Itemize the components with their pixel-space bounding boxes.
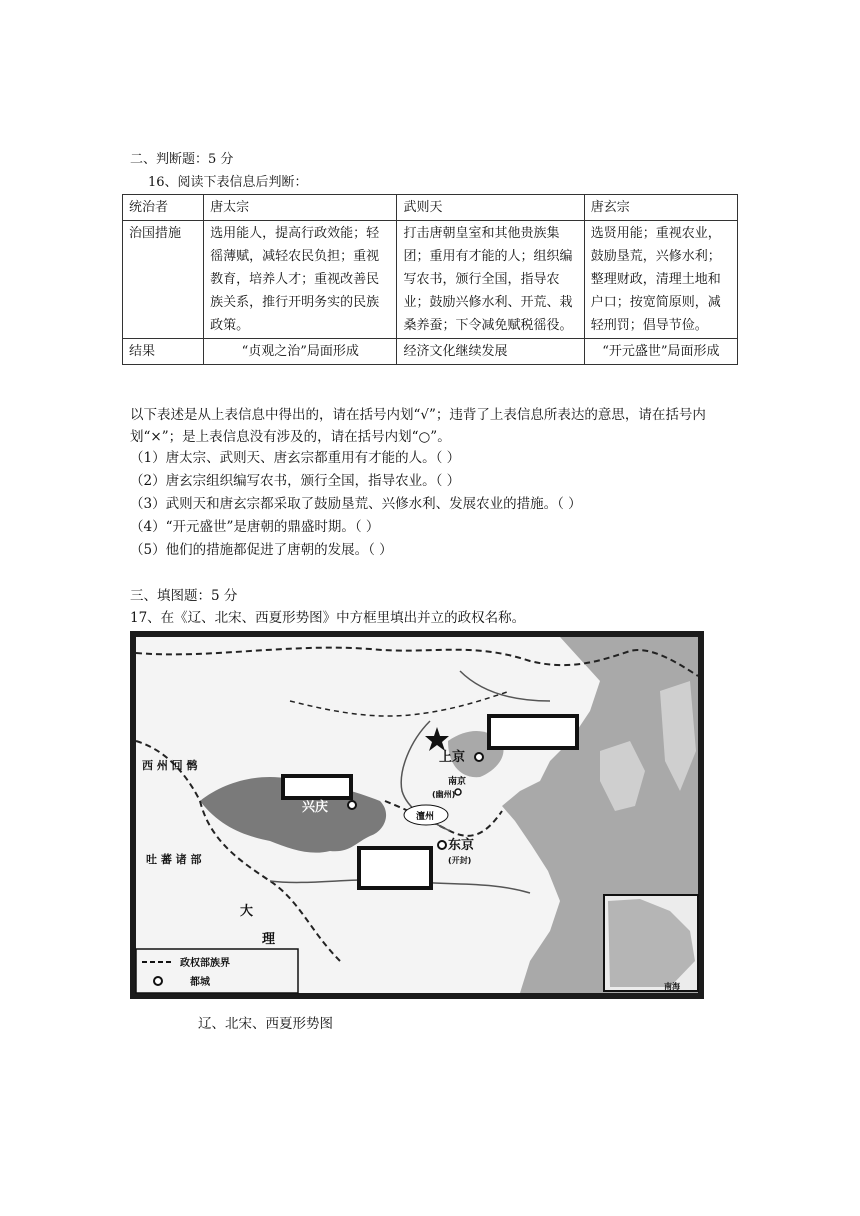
statement-1: （1）唐太宗、武则天、唐玄宗都重用有才能的人。（ ）	[130, 450, 461, 466]
map-label-shanzhou: 澶州	[416, 812, 435, 822]
capital-marker-shangjing	[475, 753, 483, 761]
table-cell: 打击唐朝皇室和其他贵族集团；重用有才能的人；组织编写农书，颁行全国，指导农业；鼓励兴修水利、开荒、栽桑养蚕；下令减免赋税徭役。	[397, 221, 584, 339]
answer-box-xixia[interactable]	[283, 776, 351, 798]
table-cell: 经济文化继续发展	[397, 339, 584, 365]
table-header-cell: 武则天	[397, 195, 584, 221]
capital-legend-icon	[154, 977, 162, 985]
map-label-tubo: 吐 蕃 诸 部	[146, 853, 202, 866]
capital-marker-xingqing	[348, 801, 356, 809]
table-row	[123, 221, 738, 339]
capital-marker-nanjing	[455, 789, 461, 795]
instructions: 以下表述是从上表信息中得出的，请在括号内划“√”；违背了上表信息所表达的意思，请在括号内划“×”；是上表信息没有涉及的，请在括号内划“○”。	[130, 407, 706, 445]
statement-5: （5）他们的措施都促进了唐朝的发展。（ ）	[130, 542, 393, 558]
map-label-xingqing: 兴庆	[302, 800, 329, 815]
table-header-cell: 唐太宗	[204, 195, 397, 221]
rulers-table	[122, 194, 738, 365]
map-label-youzhou: (幽州)	[432, 790, 456, 799]
map-label-shangjing: 上京	[439, 750, 466, 765]
statement-3: （3）武则天和唐玄宗都采取了鼓励垦荒、兴修水利、发展农业的措施。（ ）	[130, 496, 582, 512]
map-label-nanhai: 南海	[664, 982, 680, 991]
table-header-cell: 唐玄宗	[584, 195, 737, 221]
table-cell: “开元盛世”局面形成	[584, 339, 737, 365]
answer-box-liao[interactable]	[489, 716, 577, 748]
table-row	[123, 339, 738, 365]
historical-map	[130, 631, 704, 999]
map-label-dongjing: 东京	[448, 838, 475, 853]
statement-4: （4）“开元盛世”是唐朝的鼎盛时期。（ ）	[130, 519, 380, 535]
table-row	[123, 195, 738, 221]
section-3-heading: 三、填图题：5 分	[130, 588, 238, 604]
question-16: 16、阅读下表信息后判断：	[148, 175, 308, 190]
map-legend	[136, 949, 298, 993]
section-2-heading: 二、判断题：5 分	[130, 152, 234, 167]
statement-2: （2）唐玄宗组织编写农书，颁行全国，指导农业。（ ）	[130, 473, 461, 489]
table-cell: “贞观之治”局面形成	[204, 339, 397, 365]
map-label-xizhou: 西 州 回 鹘	[142, 759, 198, 772]
table-cell: 选用能人，提高行政效能；轻徭薄赋，减轻农民负担；重视教育，培养人才；重视改善民族关系，推行开明务实的民族政策。	[204, 221, 397, 339]
legend-capital-label: 都城	[190, 977, 210, 988]
map-label-li: 理	[262, 932, 276, 947]
map-label-kaifeng: (开封)	[448, 856, 472, 865]
table-row-label: 治国措施	[123, 221, 204, 339]
legend-boundary-label: 政权部族界	[180, 958, 230, 969]
map-label-da: 大	[240, 904, 254, 919]
question-17: 17、在《辽、北宋、西夏形势图》中方框里填出并立的政权名称。	[130, 610, 526, 626]
table-cell: 选贤用能；重视农业，鼓励垦荒，兴修水利；整理财政，清理土地和户口；按宽简原则，减轻刑罚；倡导节俭。	[584, 221, 737, 339]
map-label-nanjing: 南京	[448, 777, 467, 787]
table-header-cell: 统治者	[123, 195, 204, 221]
table-row-label: 结果	[123, 339, 204, 365]
answer-box-song[interactable]	[359, 848, 431, 888]
capital-marker-dongjing	[438, 841, 446, 849]
map-caption: 辽、北宋、西夏形势图	[198, 1016, 333, 1032]
